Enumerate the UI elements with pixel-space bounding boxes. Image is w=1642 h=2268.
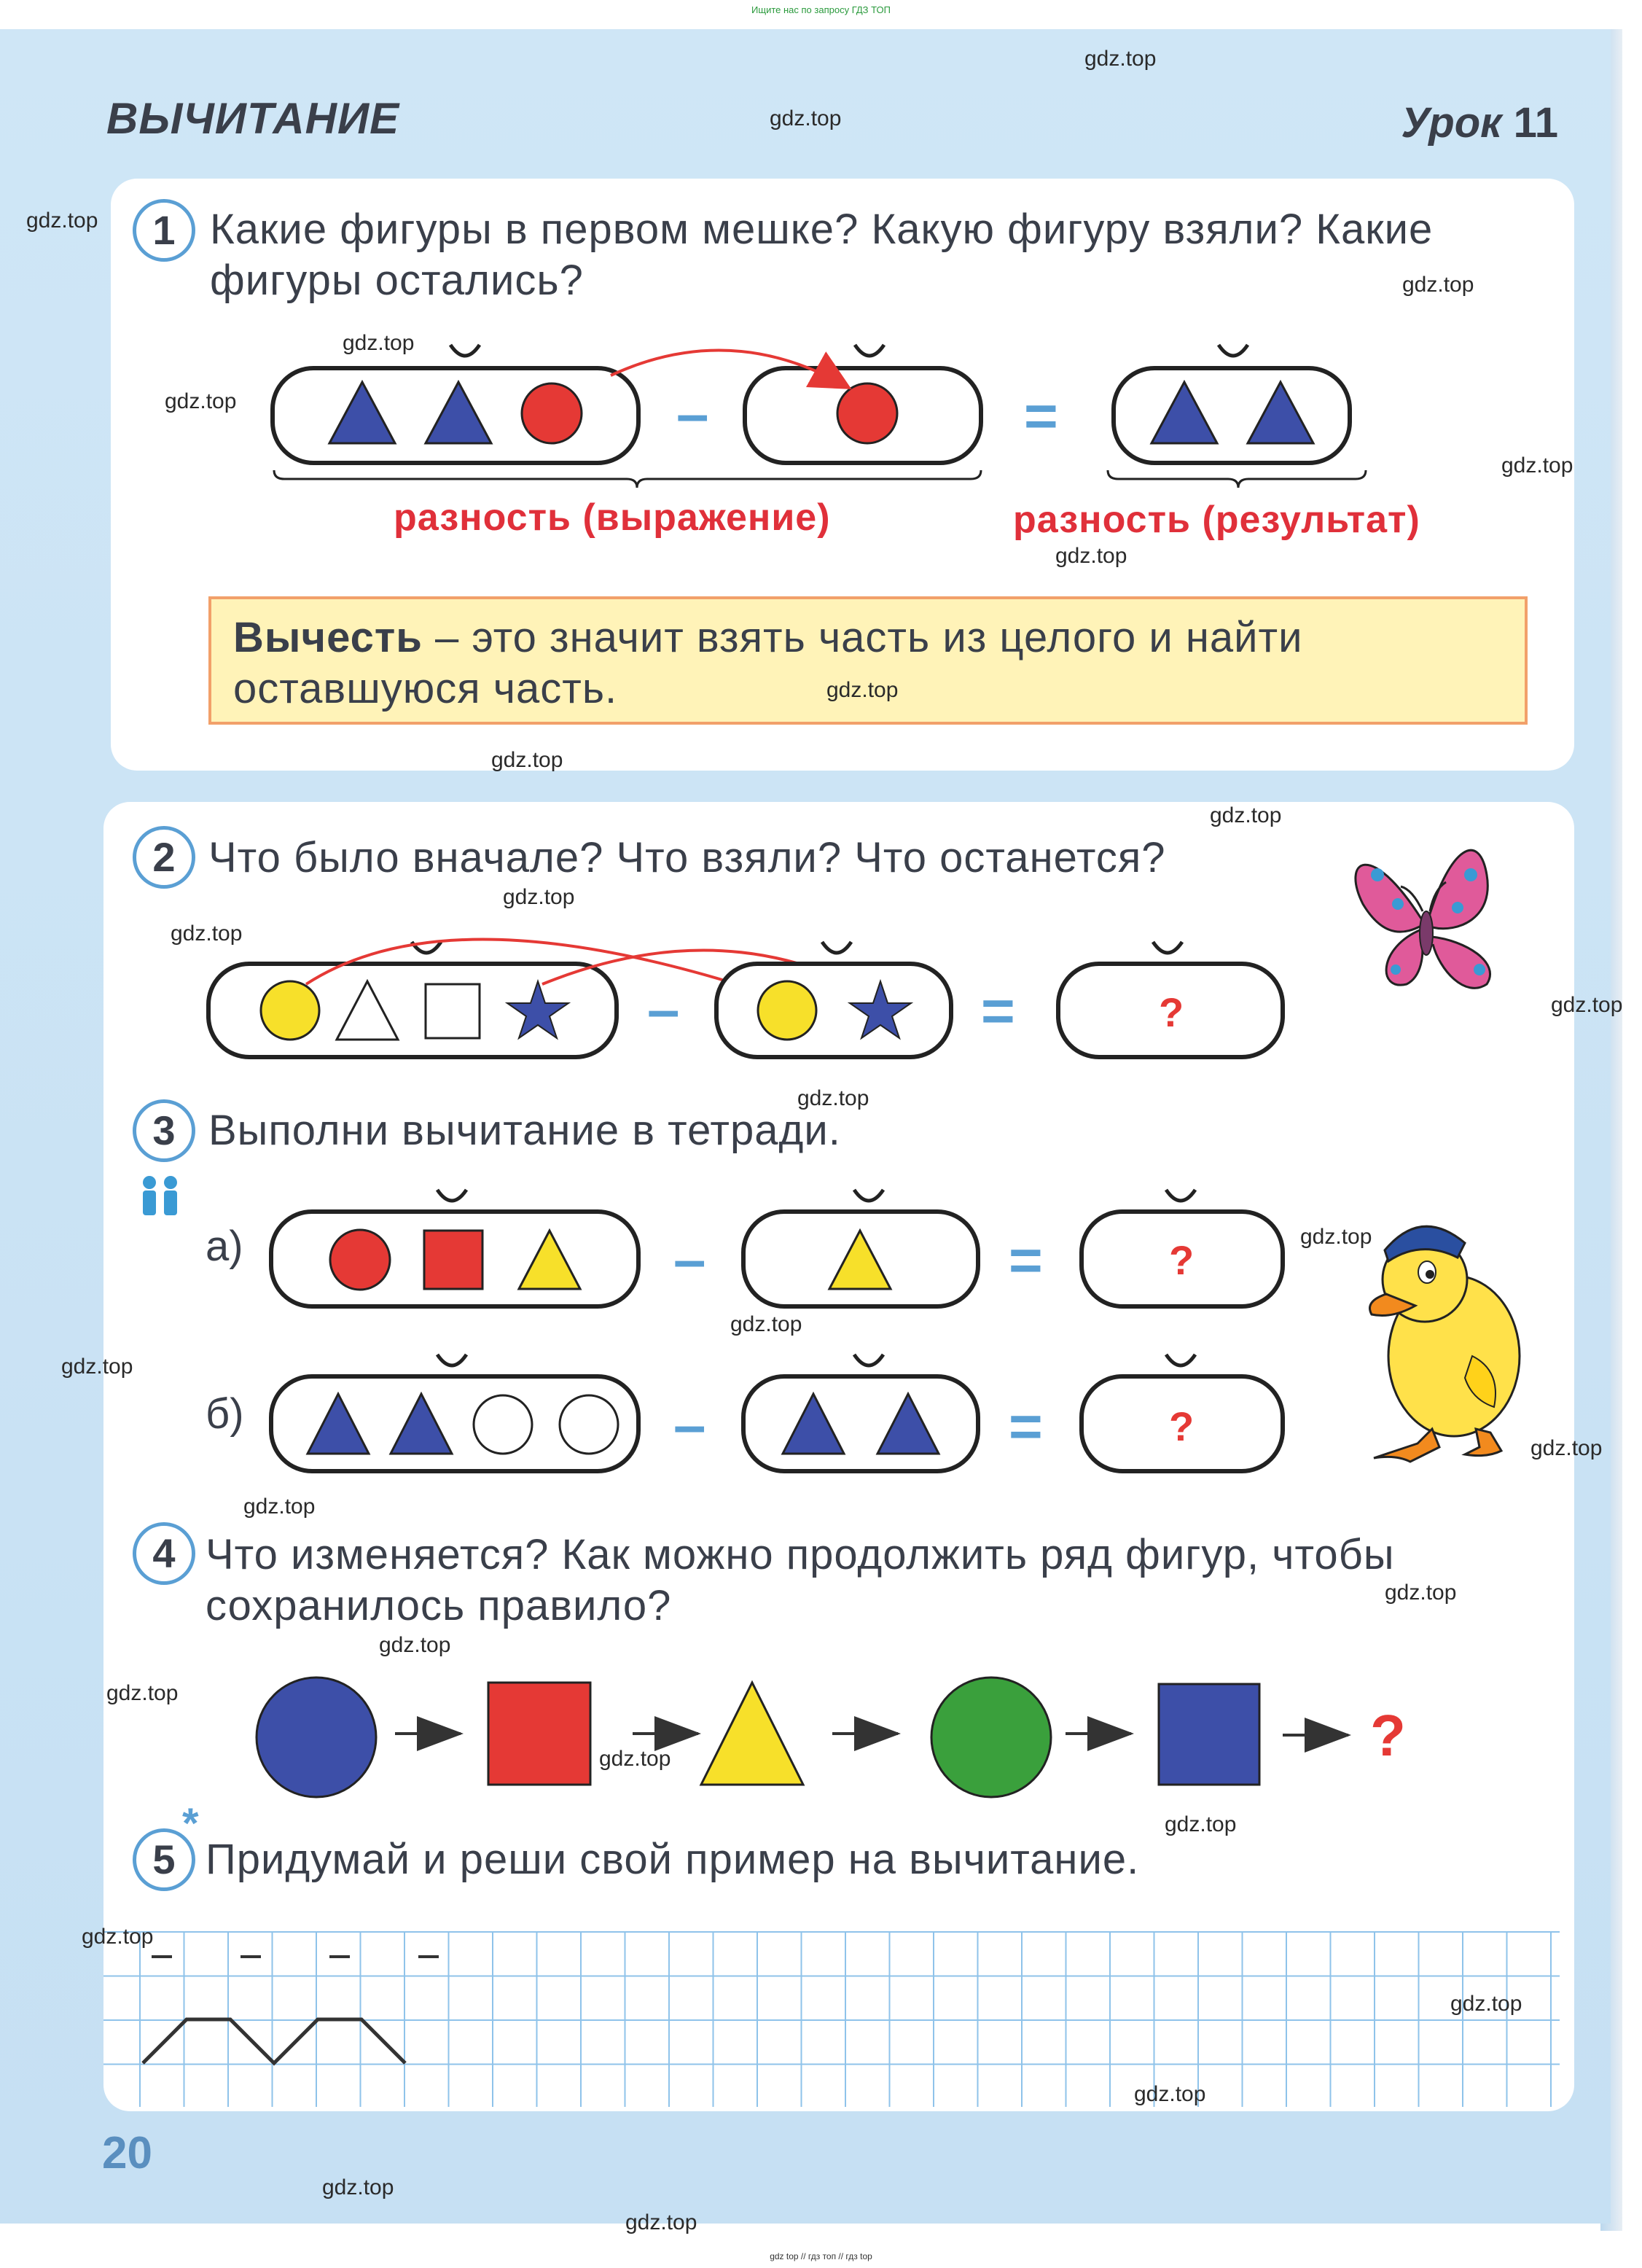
task2-question: Что было вначале? Что взяли? Что останется?: [208, 834, 1166, 881]
task5-number: 5: [133, 1828, 195, 1891]
rule-bold-word: Вычесть: [233, 614, 423, 661]
watermark: gdz.top: [730, 1312, 802, 1336]
watermark: gdz.top: [797, 1086, 869, 1110]
section-title: ВЫЧИТАНИЕ: [106, 94, 400, 143]
watermark: gdz.top: [599, 1747, 671, 1771]
blue-circle: [257, 1677, 376, 1797]
task3-b-label: б): [206, 1390, 244, 1438]
task3a-bag-taken: [743, 1190, 978, 1306]
red-circle: [837, 383, 897, 443]
yellow-circle: [758, 981, 816, 1040]
task1-question-line1: Какие фигуры в первом мешке? Какую фигуру взяли? Какие: [210, 206, 1434, 253]
watermark: gdz.top: [625, 2210, 697, 2234]
watermark: gdz.top: [1134, 2082, 1206, 2106]
watermark: gdz.top: [826, 678, 899, 702]
white-circle: [560, 1395, 618, 1454]
task1-bag-whole: [273, 345, 638, 463]
task3a-bag-whole: [271, 1190, 638, 1306]
task2-bag-unknown: [1058, 942, 1283, 1057]
watermark: gdz.top: [343, 331, 415, 355]
minus-sign: –: [676, 381, 709, 446]
task1-question-line2: фигуры остались?: [210, 257, 584, 304]
watermark: gdz.top: [1530, 1436, 1603, 1460]
minus-sign: –: [647, 977, 680, 1042]
watermark: gdz.top: [26, 209, 98, 233]
task3b-bag-taken: [743, 1355, 978, 1471]
watermark: gdz.top: [1055, 544, 1127, 568]
task2-bag-whole: [208, 942, 617, 1057]
brace-result: [1108, 470, 1366, 488]
bottom-note: gdz top // гдз топ // гдз top: [770, 2251, 872, 2261]
lesson-word: Урок: [1401, 99, 1502, 147]
white-square: [426, 984, 480, 1038]
question-mark: ?: [1169, 1403, 1195, 1449]
blue-square: [1159, 1684, 1259, 1785]
question-mark: ?: [1370, 1703, 1406, 1768]
green-circle: [931, 1677, 1051, 1797]
equals-sign: =: [1009, 1228, 1043, 1293]
task2-number: 2: [133, 826, 195, 889]
watermark: gdz.top: [82, 1925, 154, 1949]
two-children-icon: [143, 1176, 177, 1215]
task3b-bag-whole: [271, 1355, 638, 1471]
lesson-number: 11: [1513, 99, 1558, 147]
task4-question-line1: Что изменяется? Как можно продолжить ряд фигур, чтобы: [206, 1531, 1395, 1578]
watermark: gdz.top: [770, 106, 842, 130]
task1-bag-result: [1114, 345, 1350, 463]
rule-line1: – это значит взять часть из целого и найти: [422, 614, 1303, 661]
watermark: gdz.top: [1165, 1812, 1237, 1836]
butterfly-illustration: [1356, 850, 1490, 988]
watermark: gdz.top: [165, 389, 237, 413]
task3-question: Выполни вычитание в тетради.: [208, 1107, 841, 1154]
watermark: gdz.top: [503, 885, 575, 909]
task3-number: 3: [133, 1099, 195, 1162]
red-circle: [522, 383, 582, 443]
task3b-bag-unknown: [1082, 1355, 1283, 1471]
task5-question: Придумай и реши свой пример на вычитание.: [206, 1836, 1140, 1883]
task2-bag-taken: [716, 942, 951, 1057]
task1-bag-taken: [745, 345, 981, 463]
task4-sequence: [257, 1677, 1406, 1797]
watermark: gdz.top: [1501, 453, 1573, 478]
brace-expression: [274, 470, 981, 488]
label-difference-expression: разность (выражение): [394, 496, 831, 539]
yellow-circle: [261, 981, 319, 1040]
equals-sign: =: [981, 978, 1015, 1043]
minus-sign: –: [673, 1227, 706, 1292]
watermark: gdz.top: [322, 2175, 394, 2199]
task1-number: 1: [133, 199, 195, 262]
question-mark: ?: [1159, 989, 1184, 1035]
watermark: gdz.top: [1402, 273, 1474, 297]
task3a-bag-unknown: [1082, 1190, 1283, 1306]
watermark: gdz.top: [491, 748, 563, 772]
watermark: gdz.top: [1551, 993, 1623, 1017]
task3-a-label: а): [206, 1223, 243, 1270]
rule-line2: оставшуюся часть.: [233, 665, 618, 712]
yellow-triangle: [701, 1683, 803, 1785]
watermark: gdz.top: [1084, 47, 1157, 71]
minus-sign: –: [673, 1392, 706, 1457]
watermark: gdz.top: [171, 921, 243, 946]
task5-star: *: [182, 1800, 199, 1847]
watermark: gdz.top: [1210, 803, 1282, 827]
task4-question-line2: сохранилось правило?: [206, 1582, 672, 1629]
watermark: gdz.top: [379, 1633, 451, 1657]
page-number: 20: [102, 2128, 152, 2178]
watermark: gdz.top: [1300, 1225, 1372, 1249]
watermark: gdz.top: [1385, 1581, 1457, 1605]
watermark: gdz.top: [106, 1681, 179, 1705]
watermark: gdz.top: [243, 1495, 316, 1519]
task5-sample-pattern: [143, 1957, 439, 2063]
red-circle: [330, 1230, 390, 1290]
white-circle: [474, 1395, 532, 1454]
equals-sign: =: [1024, 383, 1058, 448]
task4-number: 4: [133, 1522, 195, 1585]
top-note: Ищите нас по запросу ГДЗ ТОП: [751, 4, 891, 15]
red-square: [424, 1231, 482, 1289]
question-mark: ?: [1169, 1237, 1195, 1283]
red-square: [488, 1683, 590, 1785]
label-difference-result: разность (результат): [1013, 499, 1420, 541]
duckling-illustration: [1370, 1226, 1520, 1462]
watermark: gdz.top: [61, 1355, 133, 1379]
equals-sign: =: [1009, 1394, 1043, 1459]
watermark: gdz.top: [1450, 1992, 1522, 2016]
